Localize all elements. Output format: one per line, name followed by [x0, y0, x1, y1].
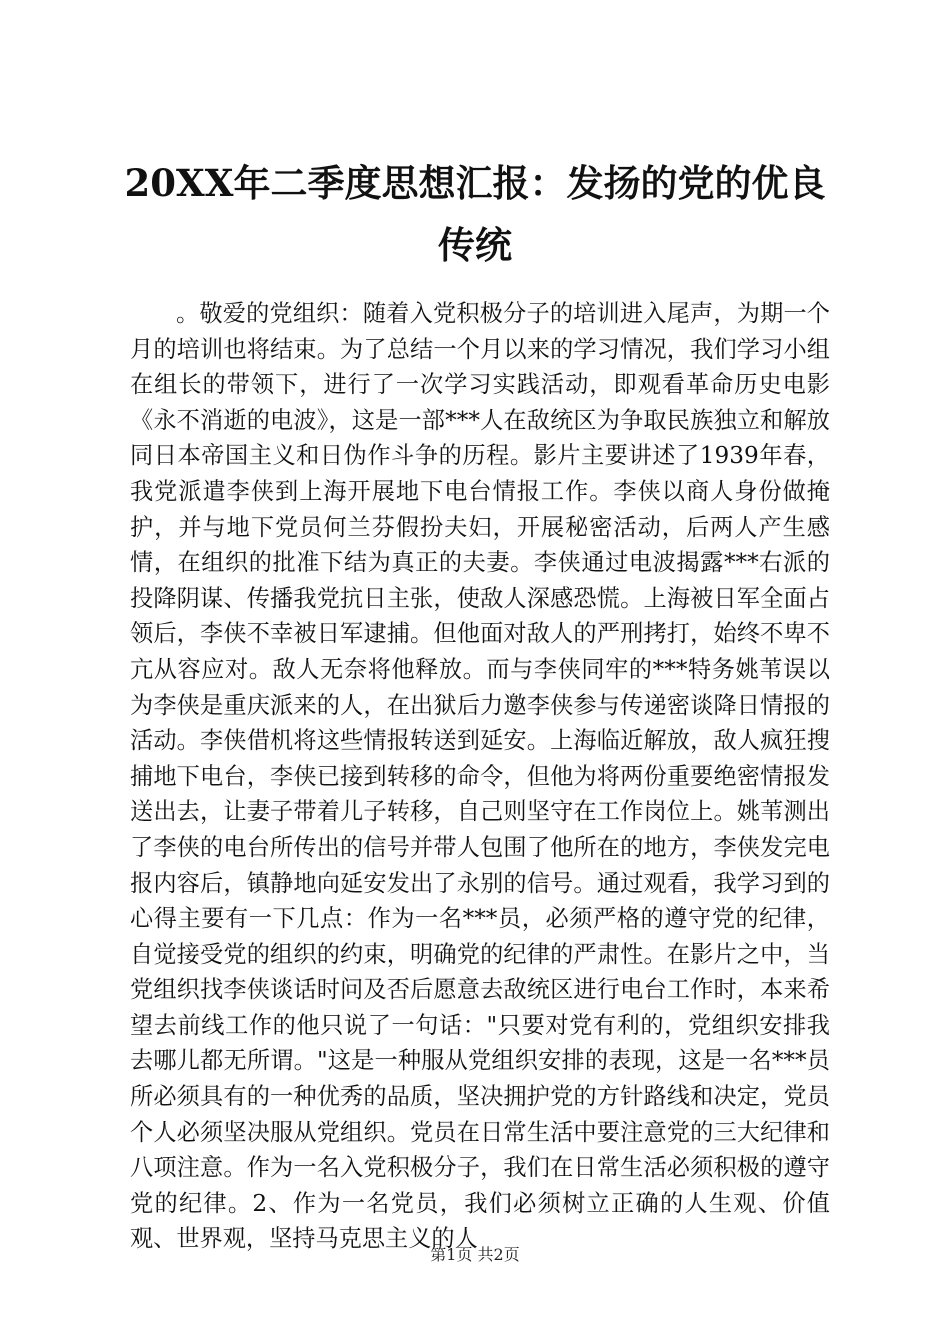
page-number-footer: 第1页 共2页	[430, 1245, 520, 1264]
document-title: 20XX年二季度思想汇报：发扬的党的优良传统	[124, 161, 826, 267]
document-body-paragraph: 。敬爱的党组织：随着入党积极分子的培训进入尾声，为期一个月的培训也将结束。为了总结一个月以来的学习情况，我们学习小组在组长的带领下，进行了一次学习实践活动，即观看革命历史电影《永不消逝的电波》，这是一部***人在敌统区为争取民族独立和解放同日本帝国主义和日伪作斗争的历程。影片主要讲述了1939年春，我党派遣李侠到上海开展地下电台情报工作。李侠以商人身份做掩护，并与地下党员何兰芬假扮夫妇，开展秘密活动，后两人产生感情，在组织的批准下结为真正的夫妻。李侠通过电波揭露***右派的投降阴谋、传播我党抗日主张，使敌人深感恐慌。上海被日军全面占领后，李侠不幸被日军逮捕。但他面对敌人的严刑拷打，始终不卑不亢从容应对。敌人无奈将他释放。而与李侠同牢的***特务姚苇误以为李侠是重庆派来的人，在出狱后力邀李侠参与传递密谈降日情报的活动。李侠借机将这些情报转送到延安。上海临近解放，敌人疯狂搜捕地下电台，李侠已接到转移的命令，但他为将两份重要绝密情报发送出去，让妻子带着儿子转移，自己则坚守在工作岗位上。姚苇测出了李侠的电台所传出的信号并带人包围了他所在的地方，李侠发完电报内容后，镇静地向延安发出了永别的信号。通过观看，我学习到的心得主要有一下几点：作为一名***员，必须严格的遵守党的纪律，自觉接受党的组织的约束，明确党的纪律的严肃性。在影片之中，当党组织找李侠谈话时问及否后愿意去敌统区进行电台工作时，本来希望去前线工作的他只说了一句话："只要对党有利的，党组织安排我去哪儿都无所谓。"这是一种服从党组织安排的表现，这是一名***员所必须具有的一种优秀的品质，坚决拥护党的方针路线和决定，党员个人必须坚决服从党组织。党员在日常生活中要注意党的三大纪律和八项注意。作为一名入党积极分子，我们在日常生活必须积极的遵守党的纪律。2、作为一名党员，我们必须树立正确的人生观、价值观、世界观，坚持马克思主义的人	[130, 300, 830, 1253]
